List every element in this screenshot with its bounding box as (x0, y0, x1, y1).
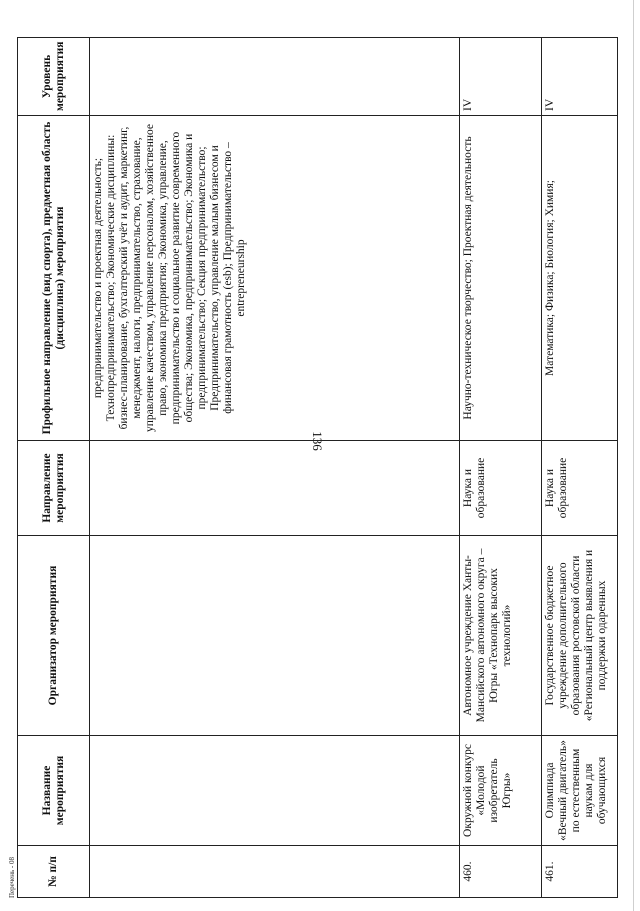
header-name: Название мероприятия (18, 736, 90, 846)
row-num: 460. (460, 846, 542, 898)
page-edge (633, 0, 634, 911)
table-cell (90, 846, 460, 898)
row-name: Олимпиада «Вечный двигатель» по естественным наукам для обучающихся (542, 736, 618, 846)
events-table (17, 37, 618, 898)
row-direction: Наука и образование (542, 441, 618, 536)
table-row (460, 38, 542, 898)
row-profile: Математика; Физика; Биология; Химия; (542, 116, 618, 441)
row-name: Окружной конкурс «Молодой изобретатель Югры» (460, 736, 542, 846)
row-organizer: Автономное учреждение Ханты-Мансийского автономного округа – Югры «Технопарк высоких технологий» (460, 536, 542, 736)
row-direction: Наука и образование (460, 441, 542, 536)
header-level: Уровень мероприятия (18, 38, 90, 116)
header-direction: Направление мероприятия (18, 441, 90, 536)
row-organizer: Государственное бюджетное учреждение дополнительного образования ростовской области «Региональный центр выявления и поддержки одаренных (542, 536, 618, 736)
footer-note: Перечень - 08 (8, 857, 16, 898)
row-level: IV (460, 38, 542, 116)
table-cell (90, 736, 460, 846)
header-profile: Профильное направление (вид спорта), предметная область (дисциплина) мероприятия (18, 116, 90, 441)
table-cell (90, 536, 460, 736)
table-row (542, 38, 618, 898)
row-num: 461. (542, 846, 618, 898)
profile-continued-cell: предпринимательство и проектная деятельность; Технопредпринимательство; Экономические дисциплины: бизнес-планирование, бухгалтерский учёт и аудит, маркетинг, менеджмент, налоги, предпринимательство, страхование, управление качеством, управление персоналом, хозяйственное право, экономика предприятия; Экономика, управление, предпринимательство и социальное развитие современного общества; Экономика, предпринимательство; Экономика и предпринимательство; Секция предпринимательство; Предпринимательство, управление малым бизнесом и финансовая грамотность (esb); Предпринимательство – entrepreneurship (90, 116, 460, 441)
row-profile: Научно-техническое творчество; Проектная деятельность (460, 116, 542, 441)
page-number: 136 (310, 431, 325, 451)
row-level: IV (542, 38, 618, 116)
table-cell (90, 441, 460, 536)
rotated-table-container (17, 38, 617, 898)
header-num: № п/п (18, 846, 90, 898)
header-organizer: Организатор мероприятия (18, 536, 90, 736)
table-cell (90, 38, 460, 116)
